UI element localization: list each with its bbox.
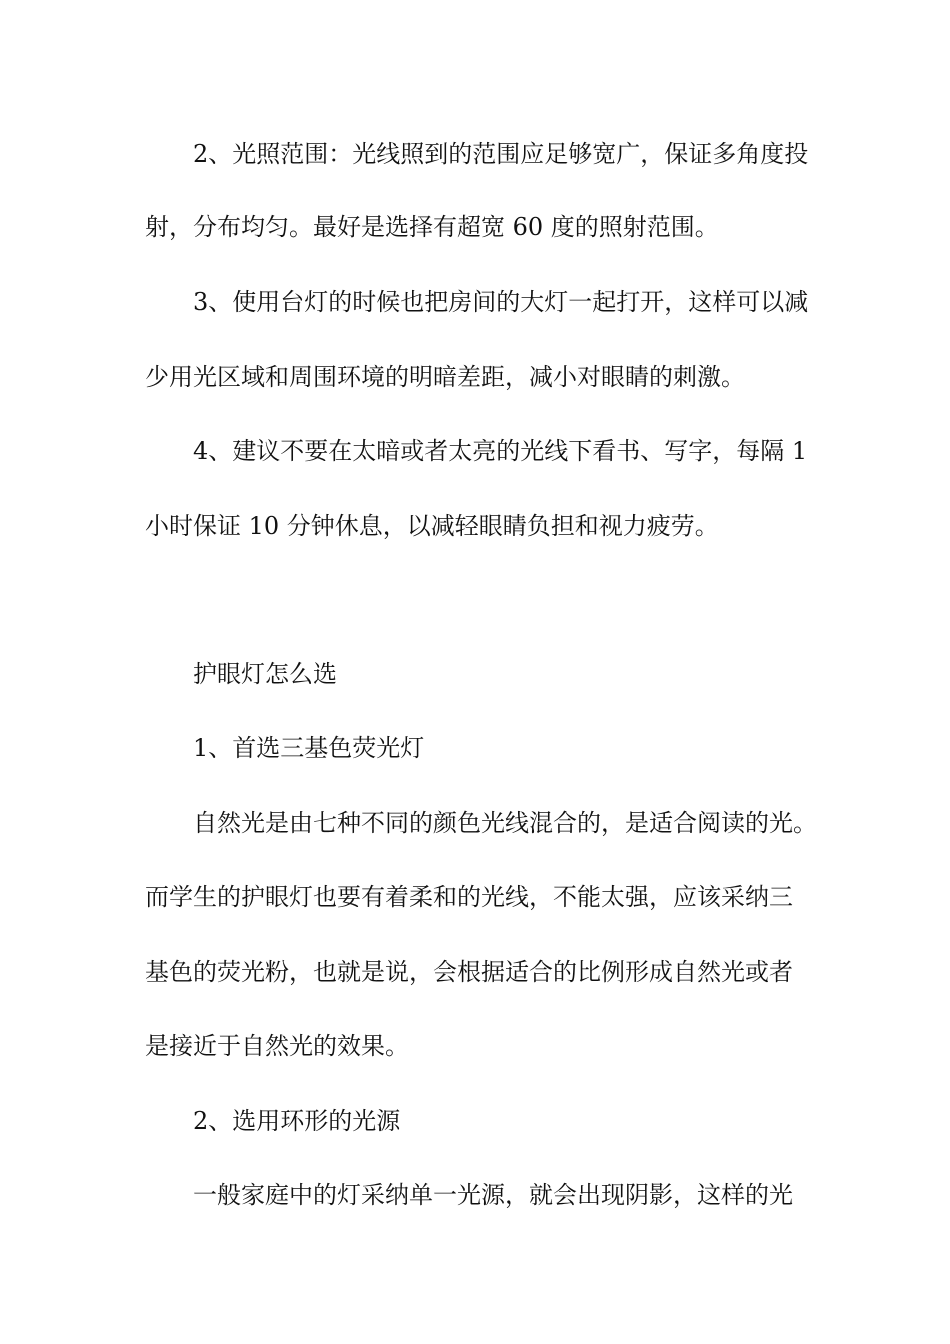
paragraph-line: 是接近于自然光的效果。	[145, 1032, 409, 1060]
paragraph-line: 4、建议不要在太暗或者太亮的光线下看书、写字，每隔 1	[193, 437, 808, 465]
paragraph-line: 小时保证 10 分钟休息，以减轻眼睛负担和视力疲劳。	[145, 512, 719, 540]
paragraph-line: 一般家庭中的灯采纳单一光源，就会出现阴影，这样的光	[193, 1181, 793, 1209]
paragraph-line: 少用光区域和周围环境的明暗差距，减小对眼睛的刺激。	[145, 363, 745, 391]
subheading: 1、首选三基色荧光灯	[193, 734, 425, 762]
paragraph-line: 而学生的护眼灯也要有着柔和的光线，不能太强，应该采纳三	[145, 883, 793, 911]
paragraph-line: 射，分布均匀。最好是选择有超宽 60 度的照射范围。	[145, 213, 719, 241]
paragraph-line: 2、光照范围：光线照到的范围应足够宽广，保证多角度投	[193, 140, 809, 168]
paragraph-line: 基色的荧光粉，也就是说，会根据适合的比例形成自然光或者	[145, 958, 793, 986]
paragraph-line: 3、使用台灯的时候也把房间的大灯一起打开，这样可以减	[193, 288, 809, 316]
subheading: 2、选用环形的光源	[193, 1107, 401, 1135]
section-heading: 护眼灯怎么选	[193, 660, 337, 688]
paragraph-line: 自然光是由七种不同的颜色光线混合的，是适合阅读的光。	[193, 809, 817, 837]
